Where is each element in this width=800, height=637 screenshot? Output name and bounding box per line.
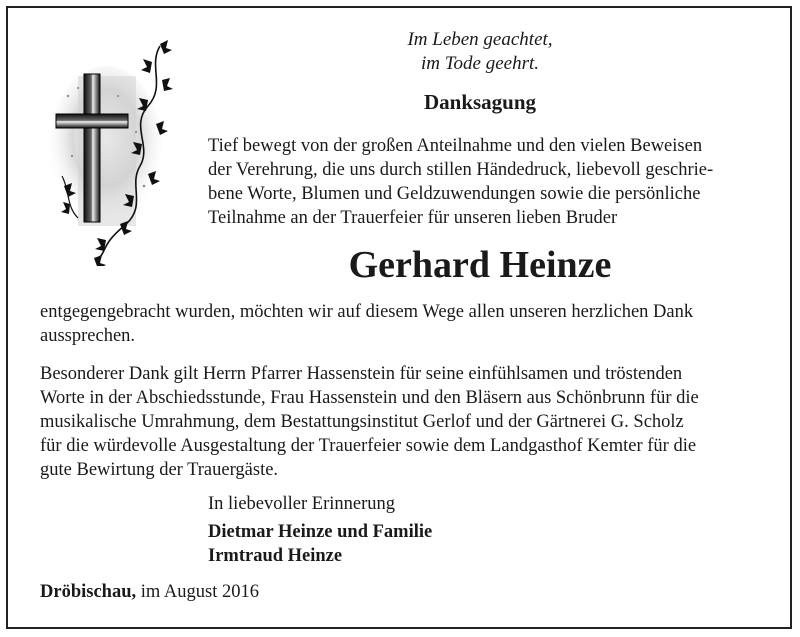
- place: Dröbischau,: [40, 582, 137, 602]
- motto: [340, 28, 620, 76]
- text-line: aussprechen.: [40, 326, 136, 346]
- paragraph-intro: [208, 134, 788, 230]
- text-line: entgegengebracht wurden, möchten wir auf diesem Wege allen unseren herzlichen Dank: [40, 302, 694, 322]
- text-line: gute Bewirtung der Trauergäste.: [40, 460, 279, 480]
- text-line: Teilnahme an der Trauerfeier für unseren lieben Bruder: [208, 208, 618, 228]
- paragraph-thanks: [40, 300, 780, 348]
- paragraph-special-thanks: [40, 362, 780, 482]
- text-line: Besonderer Dank gilt Herrn Pfarrer Hassenstein für seine einfühlsamen und tröstenden: [40, 364, 683, 384]
- text-line: Worte in der Abschiedsstunde, Frau Hassenstein und den Bläsern aus Schönbrunn für die: [40, 388, 699, 408]
- date: im August 2016: [140, 582, 259, 602]
- signer-name: Dietmar Heinze und Familie: [208, 522, 433, 542]
- signers: [208, 520, 432, 568]
- text-line: für die würdevolle Ausgestaltung der Trauerfeier sowie dem Landgasthof Kemter für die: [40, 436, 697, 456]
- notice-heading: Danksagung: [423, 90, 537, 114]
- deceased-name: Gerhard Heinze: [348, 244, 612, 286]
- closing-phrase: In liebevoller Erinnerung: [208, 494, 395, 514]
- text-line: bene Worte, Blumen und Geldzuwendungen sowie die persönliche: [208, 184, 701, 204]
- place-and-date: [40, 580, 259, 604]
- signer-name: Irmtraud Heinze: [208, 546, 343, 566]
- cross-with-ivy-icon: [48, 36, 176, 266]
- motto-line-2: im Tode geehrt.: [420, 53, 540, 74]
- text-line: musikalische Umrahmung, dem Bestattungsinstitut Gerlof und der Gärtnerei G. Scholz: [40, 412, 684, 432]
- text-line: Tief bewegt von der großen Anteilnahme und den vielen Beweisen: [208, 136, 703, 156]
- text-line: der Verehrung, die uns durch stillen Händedruck, liebevoll geschrie-: [208, 160, 714, 180]
- motto-line-1: Im Leben geachtet,: [407, 29, 553, 50]
